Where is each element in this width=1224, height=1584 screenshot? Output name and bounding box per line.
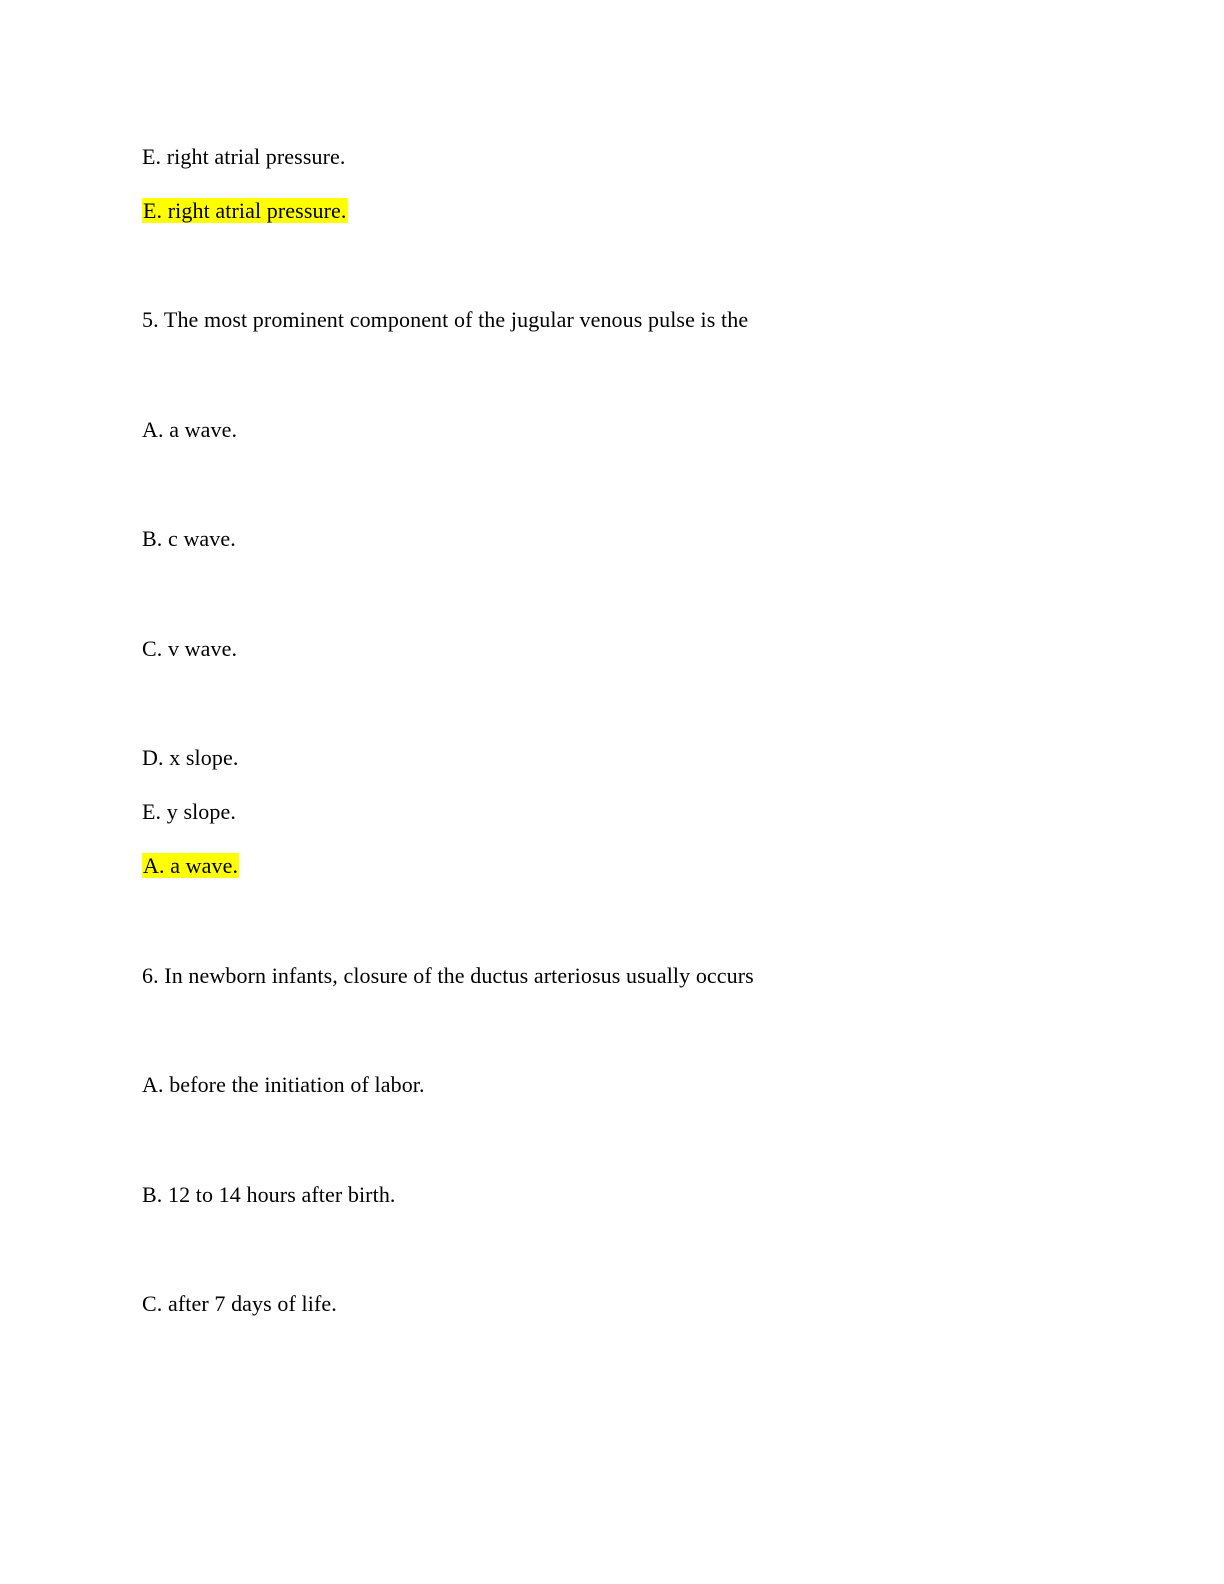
q6-option-c-text: C. after 7 days of life. xyxy=(142,1291,337,1316)
q5-option-b xyxy=(142,526,236,552)
q5-option-d xyxy=(142,745,238,771)
q4-answer xyxy=(142,198,348,224)
q6-option-b-text: B. 12 to 14 hours after birth. xyxy=(142,1182,396,1207)
q5-option-b-text: B. c wave. xyxy=(142,526,236,551)
q4-option-e-text: E. right atrial pressure. xyxy=(142,144,346,169)
q6-option-a xyxy=(142,1072,425,1098)
q5-answer-highlighted: A. a wave. xyxy=(143,853,239,878)
q6-option-c xyxy=(142,1291,337,1317)
q6-question xyxy=(142,963,754,989)
q5-option-d-text: D. x slope. xyxy=(142,745,239,770)
q5-question-text: 5. The most prominent component of the jugular venous pulse is the xyxy=(142,307,749,332)
q6-question-text: 6. In newborn infants, closure of the ductus arteriosus usually occurs xyxy=(142,963,754,988)
q4-answer-highlighted: E. right atrial pressure. xyxy=(143,198,347,223)
q5-option-c xyxy=(142,636,237,662)
q5-option-a xyxy=(142,417,237,443)
q5-option-c-text: C. v wave. xyxy=(142,636,238,661)
q5-question xyxy=(142,307,748,333)
q5-option-e xyxy=(142,799,236,825)
q4-option-e xyxy=(142,144,346,170)
q6-option-b xyxy=(142,1182,396,1208)
q5-answer xyxy=(142,853,239,879)
q5-option-e-text: E. y slope. xyxy=(142,799,236,824)
q5-option-a-text: A. a wave. xyxy=(142,417,238,442)
q6-option-a-text: A. before the initiation of labor. xyxy=(142,1072,425,1097)
